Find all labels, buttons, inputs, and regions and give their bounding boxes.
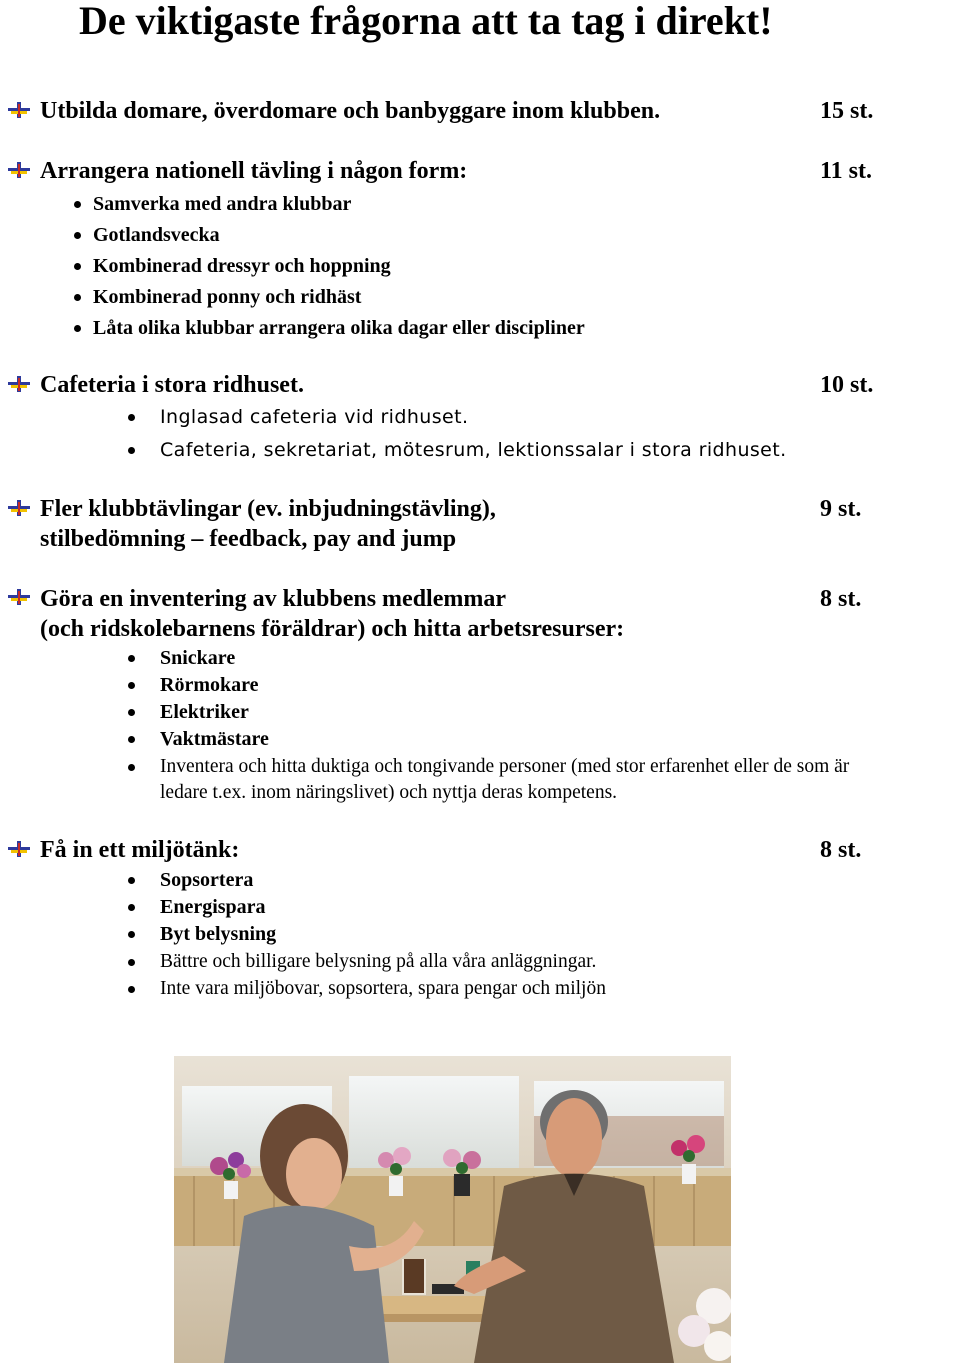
bullet-icon bbox=[128, 682, 135, 689]
vote-count-cafeteria: 10 st. bbox=[820, 372, 874, 398]
section-heading-cafeteria: Cafeteria i stora ridhuset. bbox=[40, 372, 304, 398]
bullet-icon bbox=[74, 201, 81, 208]
section-heading-klubbtavlingar-line2: stilbedömning – feedback, pay and jump bbox=[40, 526, 457, 552]
bullet-icon bbox=[74, 263, 81, 270]
vote-count-domare: 15 st. bbox=[820, 98, 874, 124]
list-item: Energispara bbox=[160, 894, 266, 920]
list-item: Vaktmästare bbox=[160, 726, 269, 752]
bullet-icon bbox=[128, 877, 135, 884]
list-item: Elektriker bbox=[160, 699, 249, 725]
bullet-icon bbox=[128, 959, 135, 966]
bullet-icon bbox=[128, 931, 135, 938]
photo-illustration bbox=[174, 1056, 731, 1363]
list-item: Rörmokare bbox=[160, 672, 259, 698]
list-item: Bättre och billigare belysning på alla våra anläggningar. bbox=[160, 949, 596, 975]
bullet-icon bbox=[128, 986, 135, 993]
list-item: Inte vara miljöbovar, sopsortera, spara pengar och miljön bbox=[160, 976, 606, 1002]
vote-count-nationell-tavling: 11 st. bbox=[820, 158, 873, 184]
list-item: Cafeteria, sekretariat, mötesrum, lektionssalar i stora ridhuset. bbox=[160, 437, 787, 463]
bullet-icon bbox=[128, 447, 135, 454]
list-item-continuation: ledare t.ex. inom näringslivet) och nyttja deras kompetens. bbox=[160, 782, 618, 803]
checklist-marker-icon bbox=[8, 841, 30, 859]
list-item: Byt belysning bbox=[160, 921, 276, 947]
bullet-icon bbox=[128, 655, 135, 662]
section-heading-domare: Utbilda domare, överdomare och banbyggare inom klubben. bbox=[40, 98, 661, 124]
bullet-icon bbox=[128, 709, 135, 716]
section-heading-klubbtavlingar: Fler klubbtävlingar (ev. inbjudningstävling), bbox=[40, 496, 496, 522]
bullet-icon bbox=[128, 904, 135, 911]
vote-count-inventering: 8 st. bbox=[820, 586, 862, 612]
page-title: De viktigaste frågorna att ta tag i direkt! bbox=[79, 0, 773, 43]
checklist-marker-icon bbox=[8, 376, 30, 394]
checklist-marker-icon bbox=[8, 500, 30, 518]
checklist-marker-icon bbox=[8, 102, 30, 120]
bullet-icon bbox=[74, 232, 81, 239]
list-item: Sopsortera bbox=[160, 867, 253, 893]
checklist-marker-icon bbox=[8, 589, 30, 607]
bullet-icon bbox=[128, 736, 135, 743]
bullet-icon bbox=[128, 414, 135, 421]
vote-count-klubbtavlingar: 9 st. bbox=[820, 496, 862, 522]
list-item: Inventera och hitta duktiga och tongivande personer (med stor erfarenhet eller de som är bbox=[160, 754, 849, 780]
list-item: Kombinerad ponny och ridhäst bbox=[93, 284, 361, 310]
photo-cafeteria-meeting bbox=[174, 1056, 731, 1363]
vote-count-miljotank: 8 st. bbox=[820, 837, 862, 863]
bullet-icon bbox=[74, 294, 81, 301]
section-heading-miljotank: Få in ett miljötänk: bbox=[40, 837, 240, 863]
list-item: Kombinerad dressyr och hoppning bbox=[93, 253, 391, 279]
list-item: Låta olika klubbar arrangera olika dagar eller discipliner bbox=[93, 315, 585, 341]
checklist-marker-icon bbox=[8, 162, 30, 180]
list-item: Snickare bbox=[160, 645, 235, 671]
bullet-icon bbox=[74, 325, 81, 332]
list-item: Inglasad cafeteria vid ridhuset. bbox=[160, 404, 468, 430]
section-heading-nationell-tavling: Arrangera nationell tävling i någon form: bbox=[40, 158, 468, 184]
section-heading-inventering-line2: (och ridskolebarnens föräldrar) och hitta arbetsresurser: bbox=[40, 616, 625, 642]
list-item: Gotlandsvecka bbox=[93, 222, 220, 248]
list-item: Samverka med andra klubbar bbox=[93, 191, 351, 217]
bullet-icon bbox=[128, 764, 135, 771]
section-heading-inventering: Göra en inventering av klubbens medlemmar bbox=[40, 586, 506, 612]
